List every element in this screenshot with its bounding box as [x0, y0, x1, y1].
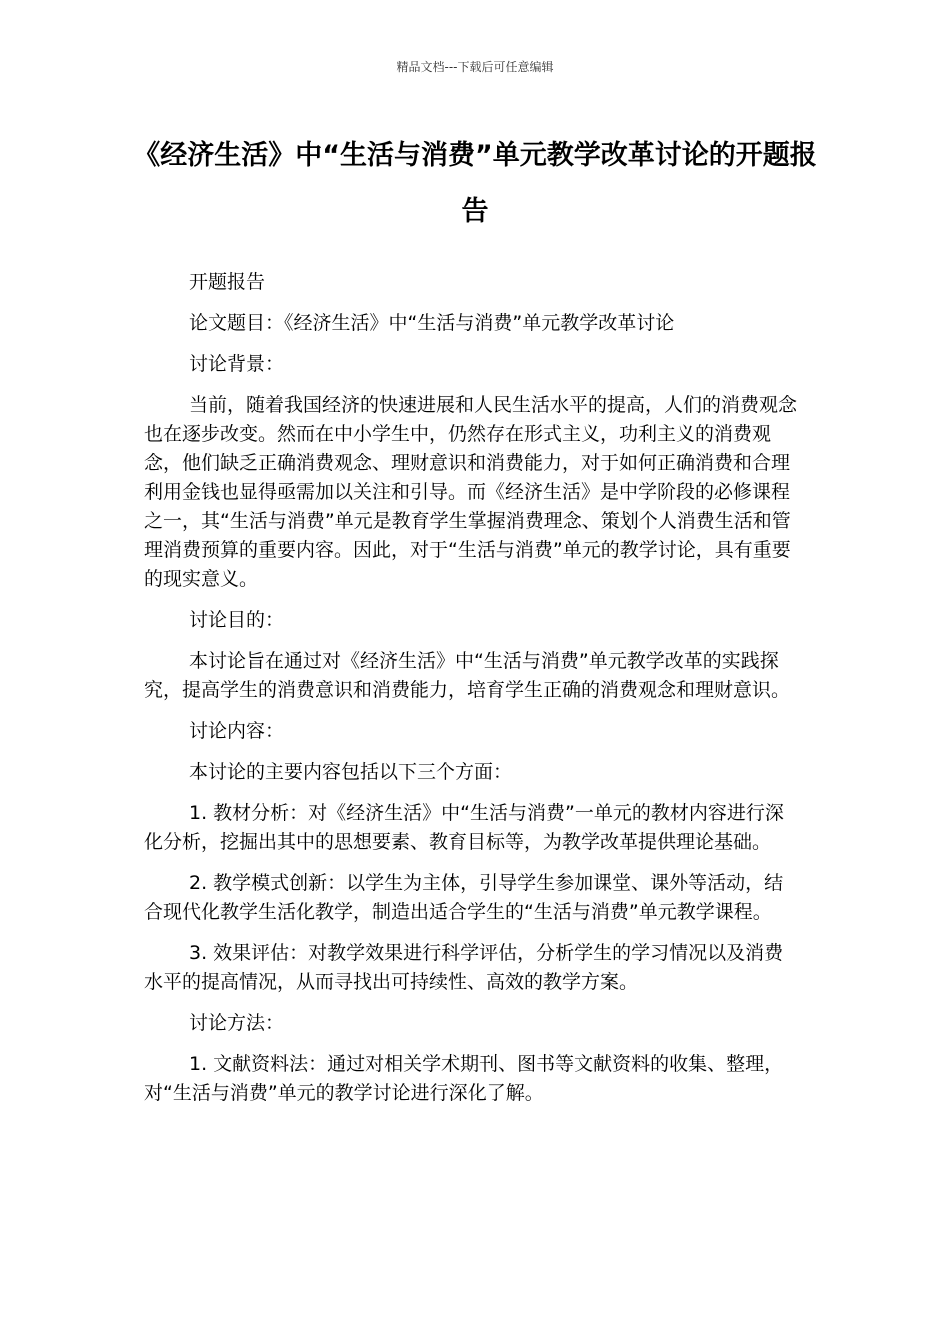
section-heading: 讨论内容： — [189, 720, 285, 742]
document-body — [144, 268, 800, 1120]
list-item: 1. 文献资料法：通过对相关学术期刊、图书等文献资料的收集、整理，对“生活与消费”单元的教学讨论进行深化了解。 — [144, 1053, 784, 1104]
document-title: 《经济生活》中“生活与消费”单元教学改革讨论的开题报告 — [133, 140, 817, 227]
section-heading: 讨论背景： — [189, 353, 285, 375]
list-item: 2. 教学模式创新：以学生为主体，引导学生参加课堂、课外等活动，结合现代化教学生活化教学，制造出适合学生的“生活与消费”单元教学课程。 — [144, 872, 784, 923]
list-item: 1. 教材分析：对《经济生活》中“生活与消费”一单元的教材内容进行深化分析，挖掘出其中的思想要素、教育目标等，为教学改革提供理论基础。 — [144, 802, 784, 853]
body-paragraph: 当前，随着我国经济的快速进展和人民生活水平的提高，人们的消费观念也在逐步改变。然而在中小学生中，仍然存在形式主义，功利主义的消费观念，他们缺乏正确消费观念、理财意识和消费能力，对于如何正确消费和合理利用金钱也显得亟需加以关注和引导。而《经济生活》是中学阶段的必修课程之一，其“生活与消费”单元是教育学生掌握消费理念、策划个人消费生活和管理消费预算的重要内容。因此，对于“生活与消费”单元的教学讨论，具有重要的现实意义。 — [144, 394, 798, 590]
thesis-title-line: 论文题目：《经济生活》中“生活与消费”单元教学改革讨论 — [189, 312, 675, 334]
page-header: 精品文档---下载后可任意编辑 — [396, 60, 554, 74]
section-heading: 讨论目的： — [189, 609, 285, 631]
body-paragraph: 本讨论的主要内容包括以下三个方面： — [189, 761, 513, 783]
section-heading: 讨论方法： — [189, 1012, 285, 1034]
section-label: 开题报告 — [189, 271, 266, 293]
list-item: 3. 效果评估：对教学效果进行科学评估，分析学生的学习情况以及消费水平的提高情况，从而寻找出可持续性、高效的教学方案。 — [144, 942, 784, 993]
body-paragraph: 本讨论旨在通过对《经济生活》中“生活与消费”单元教学改革的实践探究，提高学生的消费意识和消费能力，培育学生正确的消费观念和理财意识。 — [144, 650, 791, 701]
